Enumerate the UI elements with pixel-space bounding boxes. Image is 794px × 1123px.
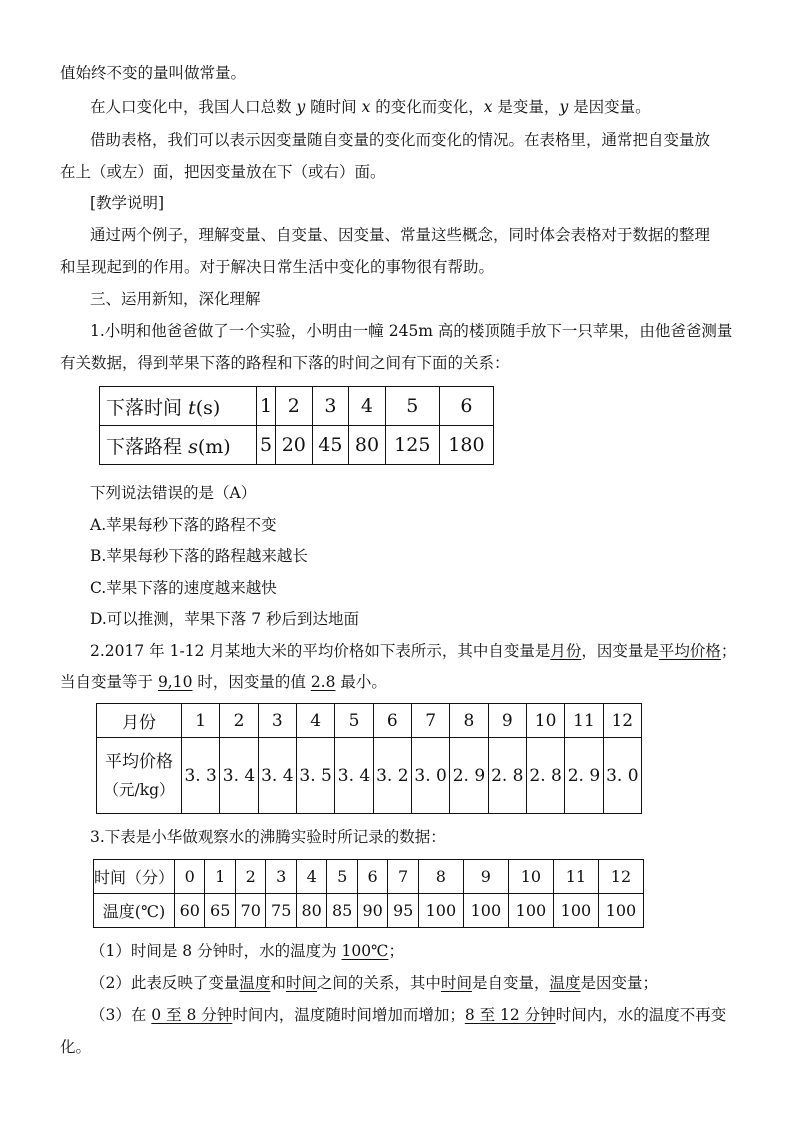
table-cell: 2. 9 <box>450 738 488 814</box>
table-cell: 7 <box>388 860 418 894</box>
table-cell: 6 <box>439 387 493 426</box>
table-cell: 3. 4 <box>220 738 258 814</box>
table-cell: 2. 9 <box>565 738 603 814</box>
q1-falling-table <box>99 386 494 465</box>
table-row <box>100 426 494 465</box>
table-cell: 3 <box>266 860 296 894</box>
table-row <box>97 704 642 738</box>
q2-rice-price-table <box>96 703 642 814</box>
table-cell: 3. 0 <box>411 738 449 814</box>
table-cell: 95 <box>388 894 418 928</box>
table-cell: 10 <box>526 704 564 738</box>
table-cell: 12 <box>598 860 643 894</box>
section-heading: 三、运用新知，深化理解 <box>90 290 261 308</box>
table-cell: 2. 8 <box>526 738 564 814</box>
table-cell: 6 <box>357 860 387 894</box>
paragraph-table-line1: 借助表格，我们可以表示因变量随自变量的变化而变化的情况。在表格里，通常把自变量放 <box>90 131 711 149</box>
table-cell: 4 <box>296 860 326 894</box>
table-cell: 2 <box>276 387 313 426</box>
table-cell: 3. 3 <box>182 738 220 814</box>
table-cell: 80 <box>296 894 326 928</box>
paragraph-population: 在人口变化中，我国人口总数 y 随时间 x 的变化而变化，x 是变量，y 是因变量。 <box>90 98 651 116</box>
table-cell: 20 <box>276 426 313 465</box>
table-cell: 100 <box>463 894 508 928</box>
table-cell: 11 <box>553 860 598 894</box>
table-cell: 1 <box>205 860 235 894</box>
table-cell: 5 <box>327 860 357 894</box>
table-cell: 3 <box>258 704 296 738</box>
table-cell: 4 <box>349 387 386 426</box>
table-cell: 100 <box>508 894 553 928</box>
table-cell: 4 <box>296 704 334 738</box>
table-cell: 2. 8 <box>488 738 526 814</box>
q1-question: 下列说法错误的是（A） <box>90 484 257 502</box>
table-cell: 11 <box>565 704 603 738</box>
table-cell: 3. 4 <box>335 738 373 814</box>
table-cell: 6 <box>373 704 411 738</box>
q1-row1-header: 下落时间 t(s) <box>100 387 257 426</box>
table-cell: 5 <box>335 704 373 738</box>
table-cell: 3 <box>312 387 349 426</box>
table-cell: 2 <box>235 860 265 894</box>
q2-answer-dependent: 平均价格 <box>658 642 721 660</box>
table-cell: 10 <box>508 860 553 894</box>
table-cell: 100 <box>418 894 463 928</box>
q1-line2: 有关数据，得到苹果下落的路程和下落的时间之间有下面的关系： <box>60 354 510 372</box>
q2-line1: 2.2017 年 1-12 月某地大米的平均价格如下表所示，其中自变量是月份，因变量是平均价格； <box>90 642 737 660</box>
table-cell: 125 <box>385 426 439 465</box>
table-row <box>94 894 644 928</box>
table-cell: 80 <box>349 426 386 465</box>
q2-answer-independent: 月份 <box>550 642 582 660</box>
q2-line2: 当自变量等于 9,10 时，因变量的值 2.8 最小。 <box>60 673 387 691</box>
table-cell: 3. 0 <box>603 738 641 814</box>
table-cell: 12 <box>603 704 641 738</box>
table-cell: 1 <box>257 387 276 426</box>
table-cell: 85 <box>327 894 357 928</box>
table-cell: 3. 4 <box>258 738 296 814</box>
paragraph-constant: 值始终不变的量叫做常量。 <box>60 64 247 82</box>
table-cell: 1 <box>182 704 220 738</box>
table-row <box>97 738 642 814</box>
table-cell: 3. 2 <box>373 738 411 814</box>
q1-option-d: D.可以推测，苹果下落 7 秒后到达地面 <box>90 610 360 628</box>
teaching-note-heading: [教学说明] <box>90 194 165 212</box>
q2-row2-header: 平均价格 （元/kg） <box>97 738 182 814</box>
table-cell: 0 <box>175 860 205 894</box>
q1-line1: 1.小明和他爸爸做了一个实验，小明由一幢 245m 高的楼顶随手放下一只苹果，由他爸爸测量 <box>90 322 733 340</box>
table-cell: 7 <box>411 704 449 738</box>
q2-answer-min-value: 2.8 <box>310 673 336 691</box>
q3-answer-temperature: 100℃ <box>341 942 389 960</box>
table-row <box>94 860 644 894</box>
q3-sub3-line2: 化。 <box>60 1038 92 1056</box>
table-cell: 45 <box>312 426 349 465</box>
table-cell: 8 <box>418 860 463 894</box>
q2-row1-header: 月份 <box>97 704 182 738</box>
q2-answer-months: 9,10 <box>157 673 193 691</box>
table-cell: 3. 5 <box>296 738 334 814</box>
table-cell: 8 <box>450 704 488 738</box>
q3-row2-header: 温度(℃) <box>94 894 175 928</box>
q1-option-b: B.苹果每秒下落的路程越来越长 <box>90 547 308 565</box>
table-cell: 2 <box>220 704 258 738</box>
q3-sub3: （3）在 0 至 8 分钟时间内，温度随时间增加而增加；8 至 12 分钟时间内，水的温度不再变 <box>90 1006 727 1024</box>
q3-line1: 3.下表是小华做观察水的沸腾实验时所记录的数据： <box>90 828 446 846</box>
q1-row2-header: 下落路程 s(m) <box>100 426 257 465</box>
table-cell: 100 <box>598 894 643 928</box>
table-cell: 100 <box>553 894 598 928</box>
q1-option-c: C.苹果下落的速度越来越快 <box>90 579 277 597</box>
table-cell: 5 <box>257 426 276 465</box>
teaching-note-line1: 通过两个例子，理解变量、自变量、因变量、常量这些概念，同时体会表格对于数据的整理 <box>90 226 711 244</box>
table-cell: 90 <box>357 894 387 928</box>
table-cell: 75 <box>266 894 296 928</box>
q3-row1-header: 时间（分） <box>94 860 175 894</box>
teaching-note-line2: 和呈现起到的作用。对于解决日常生活中变化的事物很有帮助。 <box>60 258 495 276</box>
table-cell: 180 <box>439 426 493 465</box>
table-cell: 70 <box>235 894 265 928</box>
q3-sub2: （2）此表反映了变量温度和时间之间的关系，其中时间是自变量，温度是因变量； <box>90 974 658 992</box>
table-row <box>100 387 494 426</box>
table-cell: 60 <box>175 894 205 928</box>
q3-boiling-table <box>93 859 644 928</box>
paragraph-table-line2: 在上（或左）面，把因变量放在下（或右）面。 <box>60 163 386 181</box>
table-cell: 65 <box>205 894 235 928</box>
table-cell: 5 <box>385 387 439 426</box>
table-cell: 9 <box>488 704 526 738</box>
table-cell: 9 <box>463 860 508 894</box>
q3-sub1: （1）时间是 8 分钟时，水的温度为 100℃； <box>90 942 404 960</box>
q1-option-a: A.苹果每秒下落的路程不变 <box>90 516 277 534</box>
